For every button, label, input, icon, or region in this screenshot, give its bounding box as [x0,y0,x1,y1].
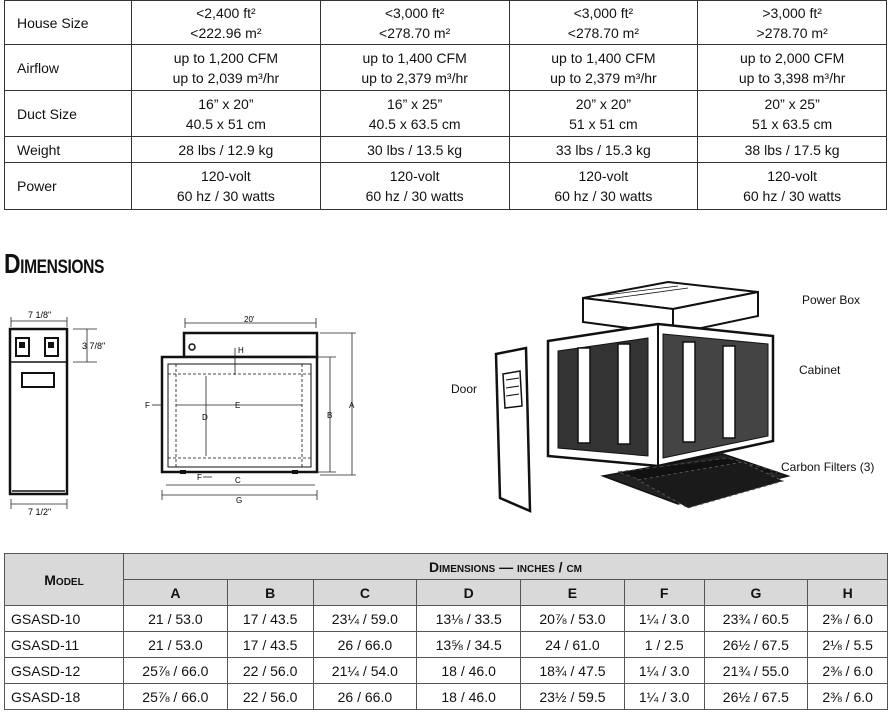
heading-rest: IMENSIONS [20,257,104,278]
spec-cell-line: 28 lbs / 12.9 kg [178,141,274,158]
spec-cell-line: 20” x 25” [764,95,820,112]
dimension-cell: 2⅜ / 6.0 [808,606,888,632]
spec-row [5,1,887,45]
spec-cell-line: >3,000 ft² [762,4,822,21]
dimension-cell: 1¼ / 3.0 [624,658,704,684]
dimension-cell: 21¾ / 55.0 [704,658,808,684]
front-b-label: B [327,411,333,420]
front-d-label: D [202,413,208,422]
section-heading [4,248,104,280]
dimension-column-header: A [124,580,228,606]
spec-cell [320,91,509,137]
dimension-cell: 23¾ / 60.5 [704,606,808,632]
table-row [5,632,888,658]
dimension-column-header: B [227,580,313,606]
dimension-cell: 23¼ / 59.0 [313,606,417,632]
dimension-cell: 21 / 53.0 [124,606,228,632]
spec-row-label: Airflow [5,45,132,91]
dimension-cell: 18¾ / 47.5 [521,658,625,684]
spec-cell-line: 51 x 51 cm [569,115,638,132]
dimension-column-header: F [624,580,704,606]
spec-row [5,137,887,163]
dimension-cell: 26 / 66.0 [313,632,417,658]
table-row [5,684,888,710]
table-row [5,658,888,684]
side-view-drawing [0,305,120,520]
model-column-header: Model [5,554,124,606]
spec-cell-line: 120-volt [389,168,440,184]
dimension-cell: 21¼ / 54.0 [313,658,417,684]
spec-cell [320,1,509,45]
spec-cell-line: 38 lbs / 17.5 kg [744,141,840,158]
dimension-cell: 24 / 61.0 [521,632,625,658]
spec-cell-line: 60 hz / 30 watts [176,188,275,204]
dimension-cell: 13⅛ / 33.5 [417,606,521,632]
dimension-cell: 26 / 66.0 [313,684,417,710]
front-g-label: G [236,496,243,505]
spec-cell [509,91,698,137]
dimension-cell: 1¼ / 3.0 [624,606,704,632]
spec-cell-line: up to 2,379 m³/hr [361,69,468,86]
dimensions-table-body [5,606,888,710]
dimension-cell: 13⅝ / 34.5 [417,632,521,658]
spec-cell-line: <278.70 m² [567,24,639,41]
spec-table [4,0,887,210]
dimension-cell: 1¼ / 3.0 [624,684,704,710]
spec-row-label: Power [5,163,132,210]
spec-cell-line: up to 2,039 m³/hr [172,69,280,86]
exploded-view-drawing [488,276,808,521]
spec-cell [132,1,321,45]
front-c-label: C [235,476,241,485]
spec-cell [509,1,698,45]
spec-cell-line: 20” x 20” [575,95,631,112]
heading-initial: D [4,248,21,279]
callout-power-box: Power Box [802,293,861,307]
spec-cell [509,137,698,163]
spec-cell [698,45,887,91]
dimension-cell: 17 / 43.5 [227,632,313,658]
spec-cell [132,163,321,210]
callout-door: Door [451,382,478,396]
dimension-cell: 26½ / 67.5 [704,632,808,658]
dimension-cell: 2⅛ / 5.5 [808,632,888,658]
dimensions-table [4,553,888,710]
dimension-cell: 22 / 56.0 [227,684,313,710]
spec-cell-line: 40.5 x 51 cm [185,115,266,132]
dimension-column-header: H [808,580,888,606]
dimensions-column-header-row [5,580,888,606]
spec-cell-line: 60 hz / 30 watts [743,188,842,204]
spec-cell [509,45,698,91]
spec-cell-line: <3,000 ft² [573,4,634,21]
spec-cell [698,91,887,137]
dimension-column-header: G [704,580,808,606]
model-cell: GSASD-11 [5,632,124,658]
spec-cell [698,163,887,210]
spec-table-body [5,1,887,210]
dimension-column-header: E [521,580,625,606]
spec-cell [132,91,321,137]
spec-cell-line: <278.70 m² [379,24,451,41]
spec-cell-line: 51 x 63.5 cm [752,115,833,132]
model-cell: GSASD-18 [5,684,124,710]
spec-cell [320,45,509,91]
callout-cabinet: Cabinet [799,363,841,377]
spec-cell-line: up to 1,200 CFM [173,49,279,66]
side-bottom-width-label: 7 1/2" [28,507,52,517]
front-f-left-label: F [145,401,150,410]
spec-cell-line: >278.70 m² [756,24,828,41]
dimensions-group-header: Dimensions — inches / cm [124,554,888,580]
spec-cell-line: 120-volt [200,168,251,184]
dimension-cell: 18 / 46.0 [417,684,521,710]
dimension-cell: 23½ / 59.5 [521,684,625,710]
front-f-bottom-label: F [197,473,202,482]
dimensions-table-head [5,554,888,606]
spec-cell-line: <3,000 ft² [384,4,445,21]
front-view-drawing [140,310,370,510]
spec-row [5,163,887,210]
model-cell: GSASD-10 [5,606,124,632]
front-top-width-label: 20' [244,315,255,324]
spec-cell-line: 120-volt [767,168,818,184]
dimension-cell: 2⅜ / 6.0 [808,658,888,684]
spec-cell-line: <2,400 ft² [196,4,256,21]
spec-cell-line: up to 1,400 CFM [551,49,656,66]
spec-row-label: Duct Size [5,91,132,137]
dimension-cell: 25⅞ / 66.0 [124,658,228,684]
model-cell: GSASD-12 [5,658,124,684]
side-top-width-label: 7 1/8" [28,310,52,320]
dimension-cell: 2⅜ / 6.0 [808,684,888,710]
front-h-label: H [238,346,244,355]
dimension-cell: 25⅞ / 66.0 [124,684,228,710]
spec-cell-line: 30 lbs / 13.5 kg [367,141,463,158]
spec-cell-line: up to 3,398 m³/hr [738,69,846,86]
spec-cell-line: up to 2,379 m³/hr [550,69,657,86]
side-height-label: 3 7/8" [82,341,106,351]
front-a-label: A [349,401,355,410]
dimension-cell: 21 / 53.0 [124,632,228,658]
dimensions-header-row [5,554,888,580]
dimension-cell: 17 / 43.5 [227,606,313,632]
spec-cell [698,137,887,163]
spec-cell-line: 120-volt [578,168,629,184]
dimension-cell: 18 / 46.0 [417,658,521,684]
dimension-cell: 26½ / 67.5 [704,684,808,710]
spec-cell-line: 16” x 20” [198,95,254,112]
spec-row-label: House Size [5,1,132,45]
spec-cell-line: 40.5 x 63.5 cm [368,115,461,132]
spec-cell [320,137,509,163]
spec-cell [509,163,698,210]
front-e-label: E [235,401,241,410]
callout-carbon-filters: Carbon Filters (3) [781,460,875,474]
spec-cell-line: <222.96 m² [190,24,262,41]
spec-cell [698,1,887,45]
spec-row-label: Weight [5,137,132,163]
spec-cell-line: up to 1,400 CFM [362,49,467,66]
spec-row [5,91,887,137]
spec-cell [132,45,321,91]
spec-cell-line: up to 2,000 CFM [739,49,845,66]
dimension-cell: 1 / 2.5 [624,632,704,658]
spec-cell-line: 33 lbs / 15.3 kg [555,141,651,158]
dimension-column-header: C [313,580,417,606]
spec-cell-line: 60 hz / 30 watts [365,188,464,204]
dimension-cell: 22 / 56.0 [227,658,313,684]
spec-row [5,45,887,91]
spec-cell-line: 60 hz / 30 watts [554,188,653,204]
dimension-column-header: D [417,580,521,606]
spec-cell [132,137,321,163]
table-row [5,606,888,632]
dimension-cell: 20⅞ / 53.0 [521,606,625,632]
spec-cell-line: 16” x 25” [387,95,443,112]
spec-cell [320,163,509,210]
